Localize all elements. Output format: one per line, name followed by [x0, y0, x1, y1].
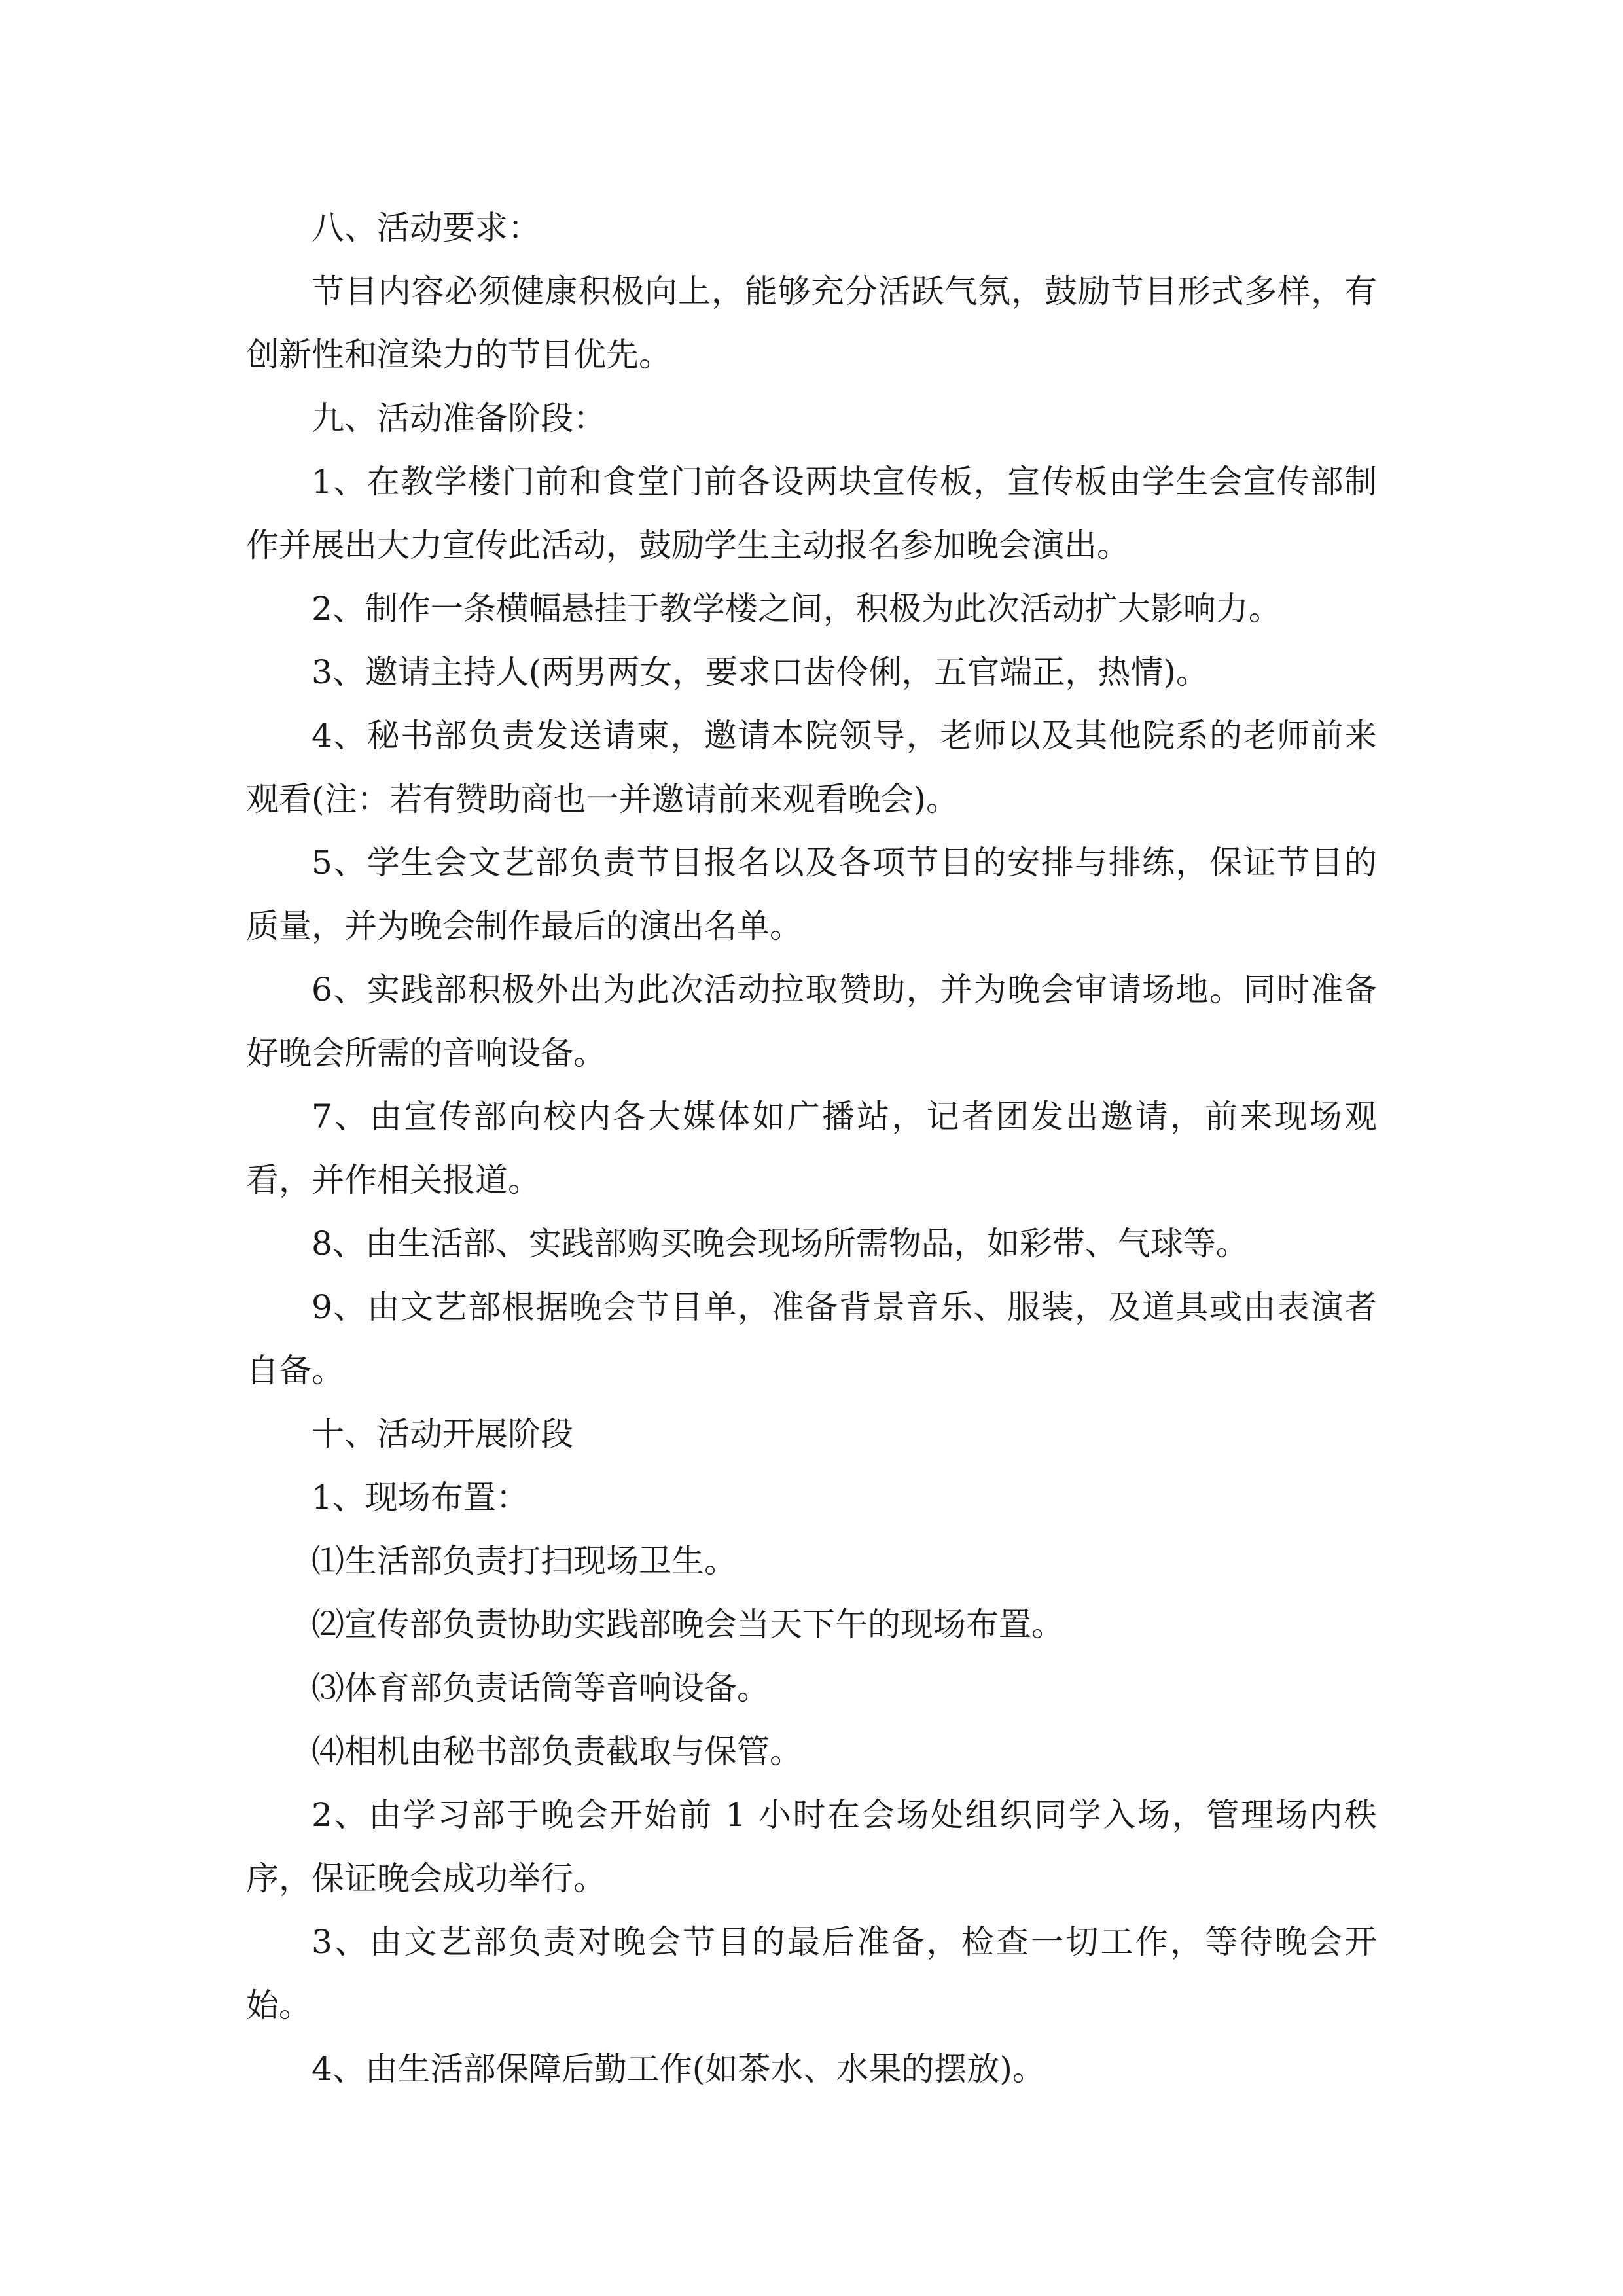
list-item-prep-9: 9、由文艺部根据晚会节目单，准备背景音乐、服装，及道具或由表演者自备。	[246, 1288, 1377, 1390]
list-item-prep-8: 8、由生活部、实践部购买晚会现场所需物品，如彩带、气球等。	[312, 1225, 1249, 1263]
list-item-exec-3: 3、由文艺部负责对晚会节目的最后准备，检查一切工作，等待晚会开始。	[246, 1923, 1377, 2024]
section-heading-execution: 十、活动开展阶段	[312, 1415, 573, 1453]
list-item-prep-3: 3、邀请主持人(两男两女，要求口齿伶俐，五官端正，热情)。	[312, 653, 1209, 691]
list-item-prep-4: 4、秘书部负责发送请柬，邀请本院领导，老师以及其他院系的老师前来观看(注：若有赞助商也一并邀请前来观看晚会)。	[246, 717, 1377, 818]
sub-item-exec-1-2: ⑵宣传部负责协助实践部晚会当天下午的现场布置。	[312, 1605, 1064, 1643]
sub-item-exec-1-3: ⑶体育部负责话筒等音响设备。	[312, 1669, 770, 1707]
document-body	[246, 196, 1377, 2101]
list-item-prep-1: 1、在教学楼门前和食堂门前各设两块宣传板，宣传板由学生会宣传部制作并展出大力宣传此活动，鼓励学生主动报名参加晚会演出。	[246, 463, 1377, 564]
list-item-prep-7: 7、由宣传部向校内各大媒体如广播站，记者团发出邀请，前来现场观看，并作相关报道。	[246, 1098, 1377, 1199]
sub-item-exec-1-1: ⑴生活部负责打扫现场卫生。	[312, 1542, 737, 1580]
paragraph-requirements: 节目内容必须健康积极向上，能够充分活跃气氛，鼓励节目形式多样，有创新性和渲染力的节目优先。	[246, 272, 1377, 374]
list-item-exec-4: 4、由生活部保障后勤工作(如茶水、水果的摆放)。	[312, 2050, 1045, 2088]
section-heading-preparation: 九、活动准备阶段：	[312, 399, 606, 437]
list-item-prep-6: 6、实践部积极外出为此次活动拉取赞助，并为晚会审请场地。同时准备好晚会所需的音响设备。	[246, 971, 1377, 1072]
list-item-prep-5: 5、学生会文艺部负责节目报名以及各项节目的安排与排练，保证节目的质量，并为晚会制作最后的演出名单。	[246, 844, 1377, 945]
list-item-exec-2: 2、由学习部于晚会开始前 1 小时在会场处组织同学入场，管理场内秩序，保证晚会成功举行。	[246, 1796, 1377, 1897]
list-item-prep-2: 2、制作一条横幅悬挂于教学楼之间，积极为此次活动扩大影响力。	[312, 590, 1281, 628]
list-item-exec-1: 1、现场布置：	[312, 1479, 529, 1516]
section-heading-requirements: 八、活动要求：	[312, 209, 541, 247]
sub-item-exec-1-4: ⑷相机由秘书部负责截取与保管。	[312, 1732, 802, 1770]
